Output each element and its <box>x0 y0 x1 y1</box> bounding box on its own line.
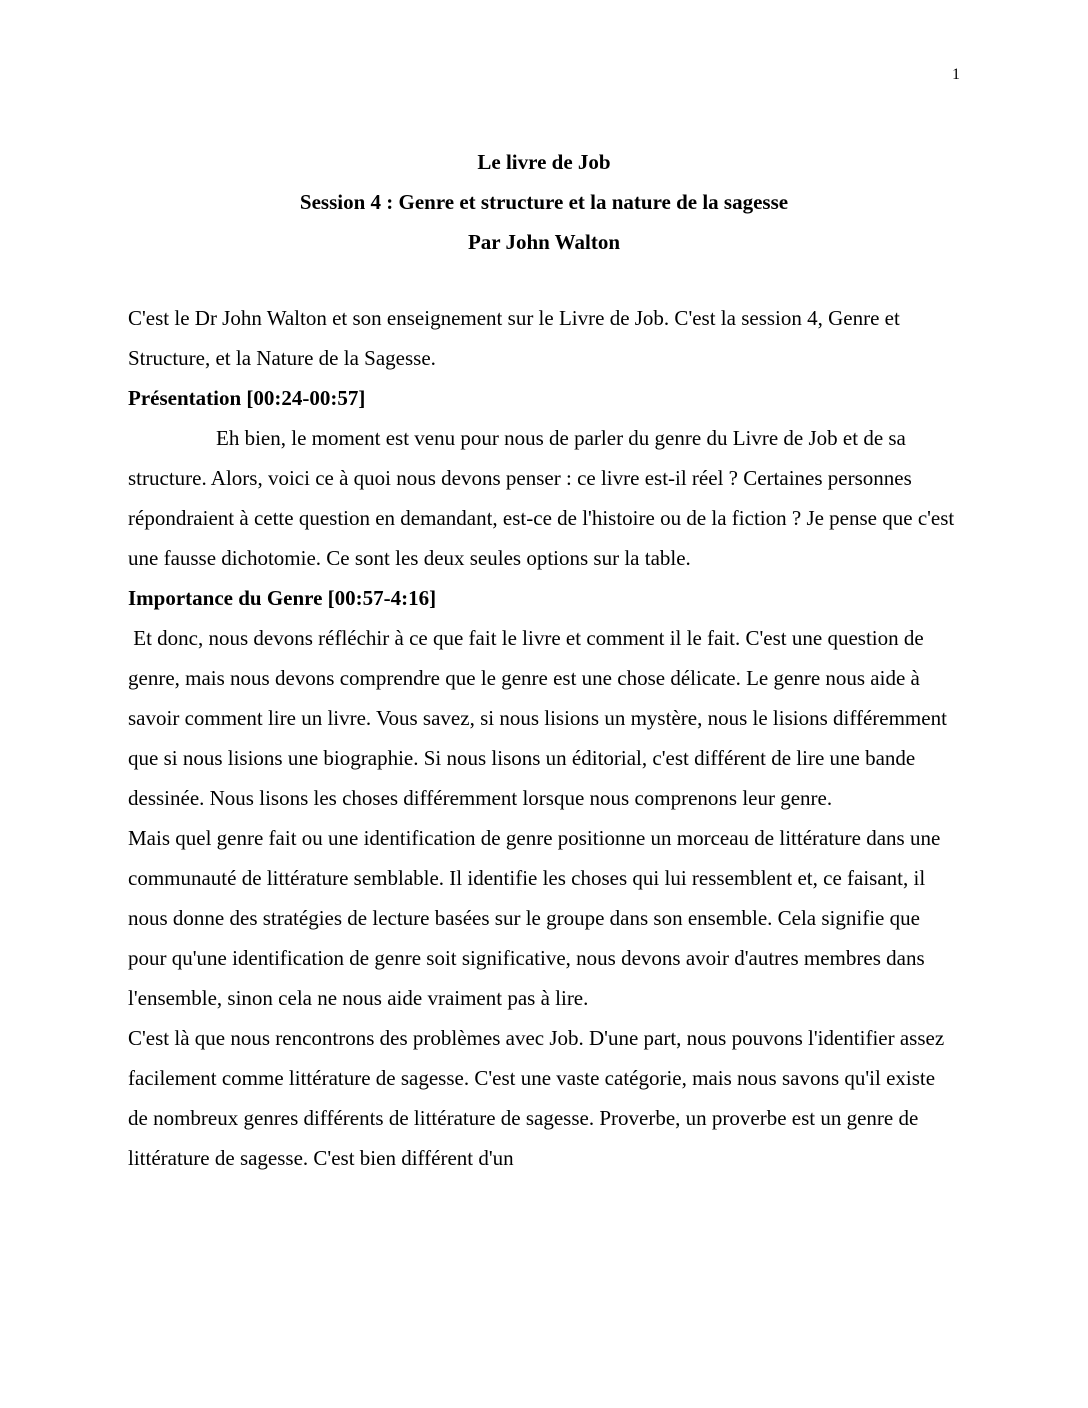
section-heading-presentation: Présentation [00:24-00:57] <box>128 386 366 410</box>
paragraph-genre-1: Et donc, nous devons réfléchir à ce que fait le livre et comment il le fait. C'est une question de genre, mais nous devons comprendre que le genre est une chose délicate. Le genre nous aide à savoir comment lire un livre. Vous savez, si nous lisions un mystère, nous le lisions différemment que si nous lisions une biographie. Si nous lisons un éditorial, c'est différent de lire une bande dessinée. Nous lisons les choses différemment lorsque nous comprenons leur genre. <box>128 626 953 810</box>
intro-paragraph: C'est le Dr John Walton et son enseignement sur le Livre de Job. C'est la session 4, Genre et Structure, et la Nature de la Sagesse. <box>128 306 900 370</box>
author-line: Par John Walton <box>467 230 621 254</box>
book-title: Le livre de Job <box>477 150 611 174</box>
document-title-block <box>128 142 960 262</box>
paragraph-genre-3: C'est là que nous rencontrons des problèmes avec Job. D'une part, nous pouvons l'identifier assez facilement comme littérature de sagesse. C'est une vaste catégorie, mais nous savons qu'il existe de nombreux genres différents de littérature de sagesse. Proverbe, un proverbe est un genre de littérature de sagesse. C'est bien différent d'un <box>128 1026 945 1170</box>
page-number: 1 <box>952 66 960 83</box>
paragraph-genre-2: Mais quel genre fait ou une identification de genre positionne un morceau de littérature dans une communauté de littérature semblable. Il identifie les choses qui lui ressemblent et, ce faisant, il nous donne des stratégies de lecture basées sur le groupe dans son ensemble. Cela signifie que pour qu'une identification de genre soit significative, nous devons avoir d'autres membres dans l'ensemble, sinon cela ne nous aide vraiment pas à lire. <box>128 826 941 1010</box>
paragraph-presentation: Eh bien, le moment est venu pour nous de parler du genre du Livre de Job et de sa structure. Alors, voici ce à quoi nous devons penser : ce livre est-il réel ? Certaines personnes répondraient à cette question en demandant, est-ce de l'histoire ou de la fiction ? Je pense que c'est une fausse dichotomie. Ce sont les deux seules options sur la table. <box>128 426 955 570</box>
session-title: Session 4 : Genre et structure et la nature de la sagesse <box>299 190 789 214</box>
section-heading-genre: Importance du Genre [00:57-4:16] <box>128 586 437 610</box>
document-body <box>128 298 960 1178</box>
